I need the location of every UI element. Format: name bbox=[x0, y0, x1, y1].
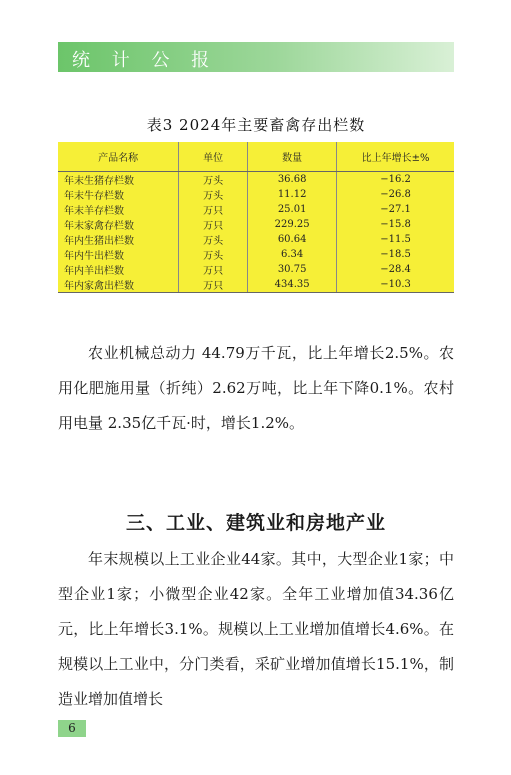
growth-cell: −11.5 bbox=[337, 232, 454, 247]
industry-paragraph: 年末规模以上工业企业44家。其中，大型企业1家；中型企业1家；小微型企业42家。全年工业增加值34.36亿元，比上年增长3.1%。规模以上工业增加值增长4.6%。在规模以上工业中，分门类看，采矿业增加值增长15.1%，制造业增加值增长 bbox=[58, 550, 454, 708]
table-row bbox=[58, 187, 454, 202]
product-name-cell: 年末羊存栏数 bbox=[58, 202, 179, 217]
table-row bbox=[58, 172, 454, 188]
growth-cell: −28.4 bbox=[337, 262, 454, 277]
quantity-cell: 11.12 bbox=[248, 187, 337, 202]
column-header-quantity: 数量 bbox=[248, 142, 337, 172]
growth-cell: −15.8 bbox=[337, 217, 454, 232]
table-row bbox=[58, 277, 454, 293]
product-name-cell: 年末家禽存栏数 bbox=[58, 217, 179, 232]
table-header-row bbox=[58, 142, 454, 172]
column-header-product: 产品名称 bbox=[58, 142, 179, 172]
product-name-cell: 年末生猪存栏数 bbox=[58, 172, 179, 188]
livestock-table bbox=[58, 142, 454, 293]
column-header-unit: 单位 bbox=[179, 142, 248, 172]
unit-cell: 万头 bbox=[179, 232, 248, 247]
unit-cell: 万只 bbox=[179, 277, 248, 293]
quantity-cell: 229.25 bbox=[248, 217, 337, 232]
table-row bbox=[58, 217, 454, 232]
product-name-cell: 年内生猪出栏数 bbox=[58, 232, 179, 247]
quantity-cell: 60.64 bbox=[248, 232, 337, 247]
quantity-cell: 25.01 bbox=[248, 202, 337, 217]
product-name-cell: 年末牛存栏数 bbox=[58, 187, 179, 202]
growth-cell: −16.2 bbox=[337, 172, 454, 188]
table-row bbox=[58, 232, 454, 247]
unit-cell: 万只 bbox=[179, 262, 248, 277]
growth-cell: −26.8 bbox=[337, 187, 454, 202]
product-name-cell: 年内牛出栏数 bbox=[58, 247, 179, 262]
unit-cell: 万只 bbox=[179, 217, 248, 232]
quantity-cell: 36.68 bbox=[248, 172, 337, 188]
table-caption: 表3 2024年主要畜禽存出栏数 bbox=[146, 116, 366, 134]
agriculture-paragraph: 农业机械总动力 44.79万千瓦，比上年增长2.5%。农用化肥施用量（折纯）2.62万吨，比上年下降0.1%。农村用电量 2.35亿千瓦·时，增长1.2%。 bbox=[58, 344, 454, 432]
column-header-growth: 比上年增长±% bbox=[337, 142, 454, 172]
product-name-cell: 年内羊出栏数 bbox=[58, 262, 179, 277]
product-name-cell: 年内家禽出栏数 bbox=[58, 277, 179, 293]
growth-cell: −10.3 bbox=[337, 277, 454, 293]
table-row bbox=[58, 202, 454, 217]
quantity-cell: 30.75 bbox=[248, 262, 337, 277]
table-row bbox=[58, 262, 454, 277]
growth-cell: −27.1 bbox=[337, 202, 454, 217]
page-number: 6 bbox=[68, 721, 76, 735]
section-heading: 三、工业、建筑业和房地产业 bbox=[125, 512, 386, 534]
unit-cell: 万头 bbox=[179, 187, 248, 202]
unit-cell: 万头 bbox=[179, 247, 248, 262]
table-row bbox=[58, 247, 454, 262]
quantity-cell: 6.34 bbox=[248, 247, 337, 262]
growth-cell: −18.5 bbox=[337, 247, 454, 262]
header-title: 统 计 公 报 bbox=[72, 50, 218, 71]
unit-cell: 万头 bbox=[179, 172, 248, 188]
unit-cell: 万只 bbox=[179, 202, 248, 217]
quantity-cell: 434.35 bbox=[248, 277, 337, 293]
